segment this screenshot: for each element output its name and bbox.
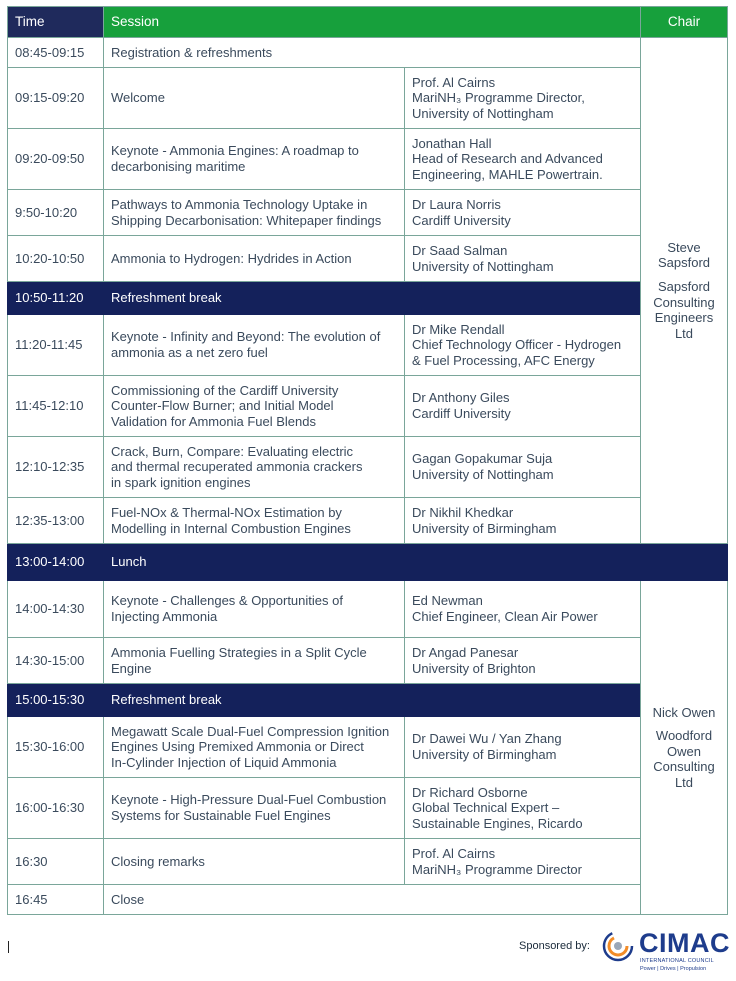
chair-name: Nick Owen [652, 704, 716, 720]
session-line: Fuel-NOx & Thermal-NOx Estimation by [111, 504, 342, 520]
speaker-line: MariNH₃ Programme Director, [412, 90, 585, 106]
speaker-line: Chief Engineer, Clean Air Power [412, 609, 598, 624]
session-row [8, 68, 728, 129]
session-line: and thermal recuperated ammonia crackers [111, 459, 363, 475]
speaker-line: Chief Technology Officer - Hydrogen [412, 337, 622, 353]
session-line: Systems for Sustainable Fuel Engines [111, 808, 331, 823]
speaker-cell [405, 839, 641, 885]
speaker-line: Cardiff University [412, 212, 511, 228]
time-cell: 14:30-15:00 [8, 638, 104, 684]
session-line: Modelling in Internal Combustion Engines [111, 520, 351, 536]
speaker-cell [405, 437, 641, 498]
session-line: Megawatt Scale Dual-Fuel Compression Ignition [111, 723, 390, 739]
speaker-line: Dr Mike Rendall [412, 321, 505, 337]
time-cell: 11:45-12:10 [8, 376, 104, 437]
speaker-line: University of Nottingham [412, 105, 554, 121]
session-row [8, 717, 728, 778]
time-cell: 14:00-14:30 [8, 581, 104, 638]
session-cell [104, 376, 405, 437]
session-row [8, 315, 728, 376]
session-line: Pathways to Ammonia Technology Uptake in [111, 196, 368, 212]
session-line: in spark ignition engines [111, 474, 251, 490]
session-line: decarbonising maritime [111, 159, 246, 174]
time-cell: 12:10-12:35 [8, 437, 104, 498]
speaker-line: Sustainable Engines, Ricardo [412, 815, 583, 831]
session-line: In-Cylinder Injection of Liquid Ammonia [111, 754, 337, 770]
session-line: Validation for Ammonia Fuel Blends [111, 413, 316, 429]
speaker-cell [405, 498, 641, 544]
speaker-line: Prof. Al Cairns [412, 74, 496, 90]
session-row [8, 498, 728, 544]
time-cell: 15:00-15:30 [8, 684, 104, 717]
session-row [8, 437, 728, 498]
session-line: Ammonia Fuelling Strategies in a Split Cycle [111, 644, 367, 660]
session-line: Closing remarks [111, 853, 205, 869]
chair-cell [641, 38, 728, 544]
session-row [8, 190, 728, 236]
cimac-swirl-icon [602, 930, 634, 962]
session-line: Lunch [111, 554, 147, 570]
speaker-line: Dr Dawei Wu / Yan Zhang [412, 731, 562, 747]
speaker-cell [405, 315, 641, 376]
time-cell: 10:50-11:20 [8, 282, 104, 315]
speaker-cell [405, 129, 641, 190]
speaker-line: Jonathan Hall [412, 135, 492, 151]
session-cell [104, 498, 405, 544]
time-cell: 16:00-16:30 [8, 778, 104, 839]
session-row [8, 638, 728, 684]
session-cell [104, 638, 405, 684]
session-cell [104, 38, 641, 68]
text-cursor [8, 941, 9, 953]
session-line: Registration & refreshments [111, 44, 273, 60]
speaker-line: Ed Newman [412, 593, 483, 609]
speaker-cell [405, 68, 641, 129]
session-line: Ammonia to Hydrogen: Hydrides in Action [111, 250, 352, 266]
session-cell [104, 885, 641, 915]
session-line: Keynote - Infinity and Beyond: The evolution of [111, 329, 381, 345]
session-cell [104, 684, 641, 717]
speaker-line: Gagan Gopakumar Suja [412, 451, 553, 467]
session-cell [104, 190, 405, 236]
session-cell [104, 717, 405, 778]
session-line: Counter-Flow Burner; and Initial Model [111, 398, 334, 414]
speaker-cell [405, 638, 641, 684]
session-cell [104, 236, 405, 282]
session-row [8, 38, 728, 68]
session-cell [104, 282, 641, 315]
speaker-cell [405, 717, 641, 778]
time-cell: 09:15-09:20 [8, 68, 104, 129]
speaker-line: Dr Anthony Giles [412, 390, 510, 406]
speaker-line: University of Nottingham [412, 258, 554, 274]
logo-subtitle: INTERNATIONAL COUNCIL [640, 958, 714, 964]
chair-org: Woodford Owen Consulting Ltd [653, 728, 715, 790]
session-line: Injecting Ammonia [111, 609, 218, 624]
sponsored-by-label: Sponsored by: [519, 940, 590, 952]
session-line: Shipping Decarbonisation: Whitepaper findings [111, 212, 382, 228]
speaker-cell [405, 778, 641, 839]
session-cell [104, 778, 405, 839]
speaker-line: Dr Nikhil Khedkar [412, 504, 514, 520]
speaker-line: MariNH₃ Programme Director [412, 861, 582, 877]
speaker-line: University of Birmingham [412, 747, 557, 762]
time-cell: 10:20-10:50 [8, 236, 104, 282]
speaker-cell [405, 581, 641, 638]
speaker-line: University of Birmingham [412, 520, 557, 536]
speaker-line: Dr Angad Panesar [412, 644, 519, 660]
session-line: Engine [111, 660, 152, 676]
session-row [8, 376, 728, 437]
speaker-line: Head of Research and Advanced [412, 151, 603, 167]
time-cell: 16:30 [8, 839, 104, 885]
speaker-line: Engineering, MAHLE Powertrain. [412, 166, 603, 182]
time-cell: 12:35-13:00 [8, 498, 104, 544]
session-line: Engines Using Premixed Ammonia or Direct [111, 739, 364, 755]
speaker-line: University of Brighton [412, 660, 536, 676]
session-line: Commissioning of the Cardiff University [111, 382, 339, 398]
time-cell: 08:45-09:15 [8, 38, 104, 68]
session-line: Keynote - Ammonia Engines: A roadmap to [111, 143, 359, 159]
session-line: ammonia as a net zero fuel [111, 345, 268, 360]
speaker-line: Dr Laura Norris [412, 196, 501, 212]
logo-tagline: Power | Drives | Propulsion [640, 966, 707, 972]
chair-name: Steve Sapsford [657, 239, 711, 271]
session-line: Keynote - Challenges & Opportunities of [111, 593, 343, 609]
agenda-table [7, 6, 728, 915]
time-header: Time [8, 7, 104, 38]
session-row [8, 236, 728, 282]
logo-text: CIMAC [639, 928, 730, 958]
session-line: Refreshment break [111, 290, 222, 306]
session-cell [104, 315, 405, 376]
break-row [8, 684, 728, 717]
speaker-cell [405, 376, 641, 437]
header-row [8, 7, 728, 38]
session-cell [104, 437, 405, 498]
session-row [8, 581, 728, 638]
speaker-cell [405, 236, 641, 282]
session-cell [104, 129, 405, 190]
chair-cell [641, 581, 728, 915]
session-cell [104, 581, 405, 638]
time-cell: 15:30-16:00 [8, 717, 104, 778]
break-row [8, 544, 728, 581]
time-cell: 13:00-14:00 [8, 544, 104, 581]
chair-org: Sapsford Consulting Engineers Ltd [653, 278, 715, 341]
time-cell: 11:20-11:45 [8, 315, 104, 376]
session-cell [104, 544, 728, 581]
session-line: Refreshment break [111, 692, 222, 708]
session-line: Crack, Burn, Compare: Evaluating electric [111, 443, 354, 459]
speaker-line: Dr Saad Salman [412, 242, 508, 258]
speaker-cell [405, 190, 641, 236]
session-line: Keynote - High-Pressure Dual-Fuel Combustion [111, 792, 387, 808]
session-row [8, 778, 728, 839]
speaker-line: Prof. Al Cairns [412, 845, 496, 861]
session-line: Close [111, 891, 145, 907]
cimac-logo [602, 926, 732, 976]
speaker-line: Cardiff University [412, 406, 511, 421]
speaker-line: University of Nottingham [412, 467, 554, 482]
session-line: Welcome [111, 90, 165, 106]
speaker-line: & Fuel Processing, AFC Energy [412, 352, 595, 368]
chair-header: Chair [641, 7, 728, 38]
session-header: Session [104, 7, 641, 38]
time-cell: 16:45 [8, 885, 104, 915]
session-cell [104, 68, 405, 129]
time-cell: 09:20-09:50 [8, 129, 104, 190]
session-row [8, 129, 728, 190]
session-cell [104, 839, 405, 885]
break-row [8, 282, 728, 315]
time-cell: 9:50-10:20 [8, 190, 104, 236]
session-row [8, 885, 728, 915]
session-row [8, 839, 728, 885]
speaker-line: Global Technical Expert – [412, 800, 560, 816]
speaker-line: Dr Richard Osborne [412, 784, 528, 800]
